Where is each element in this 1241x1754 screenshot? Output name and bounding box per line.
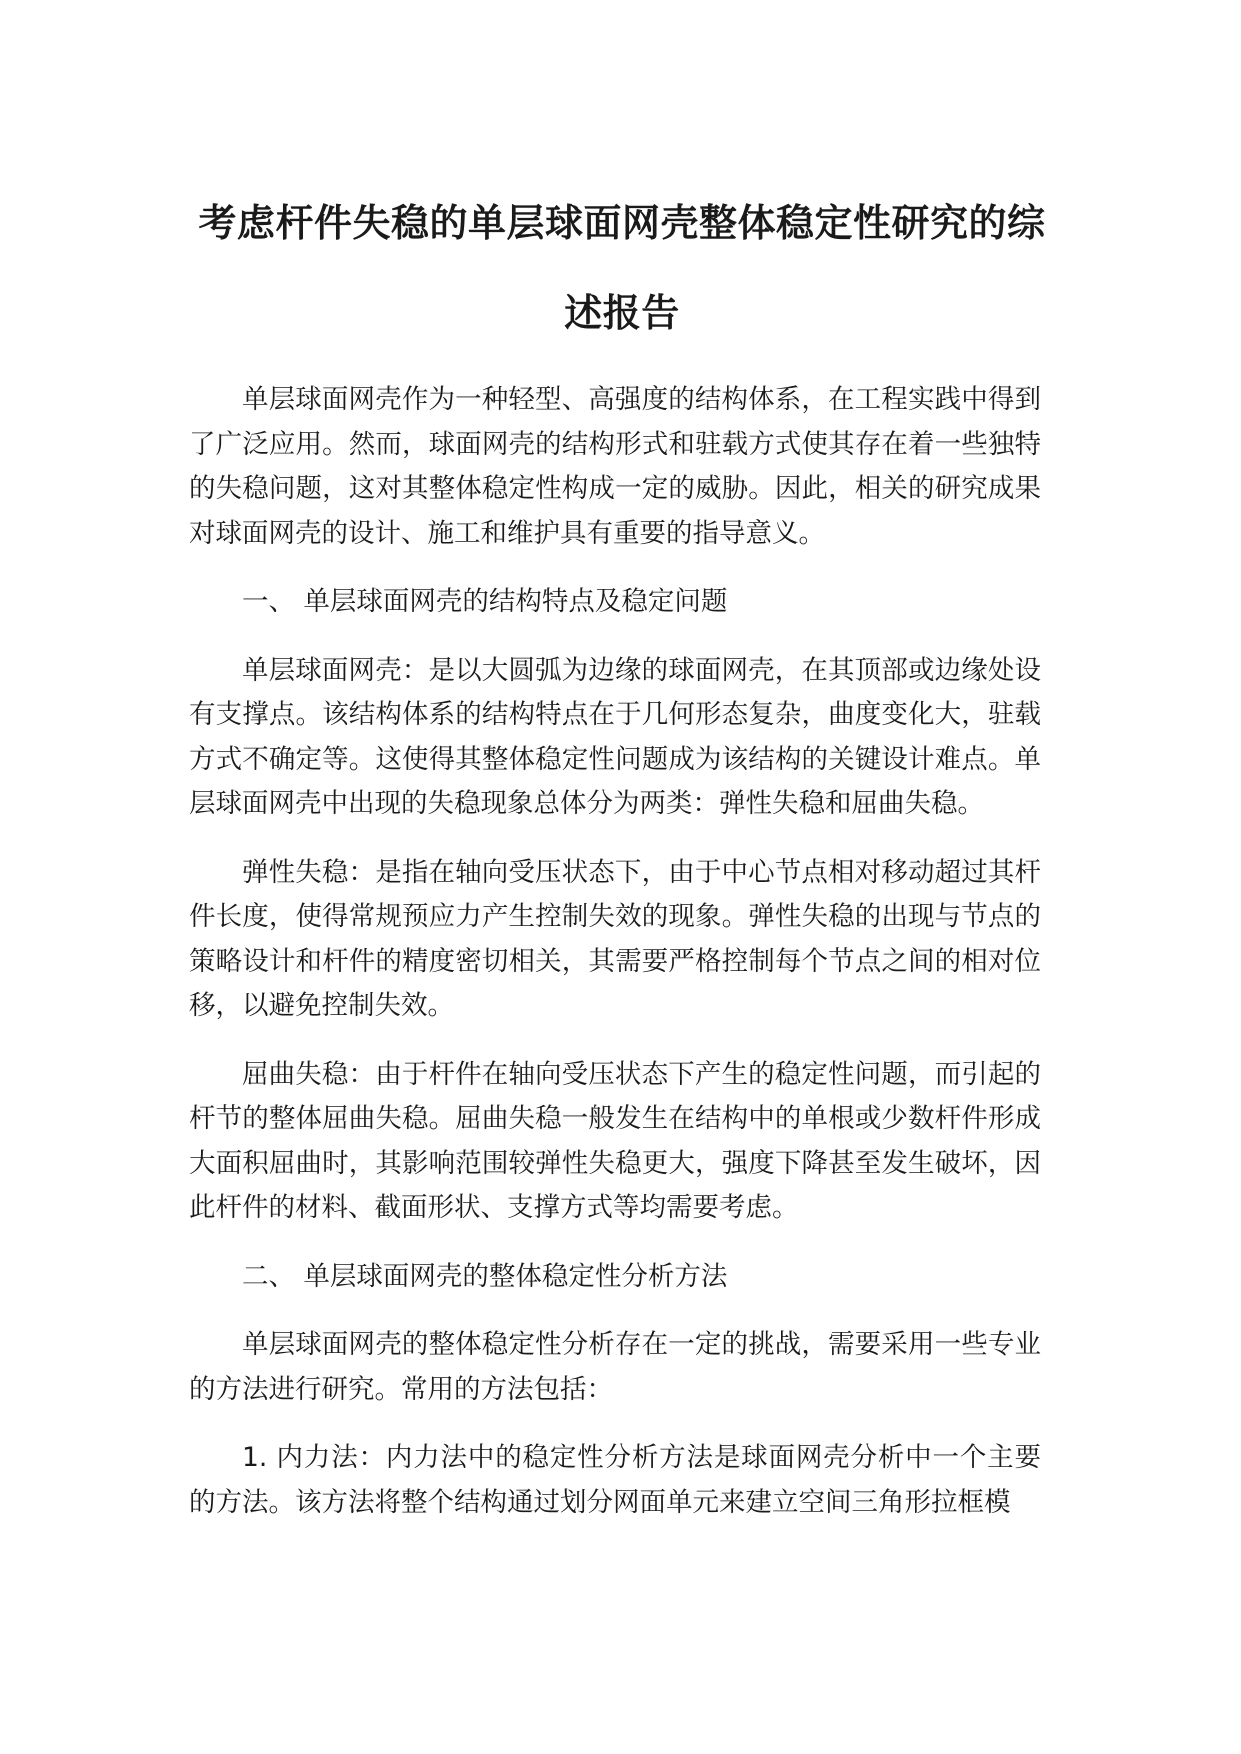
methods-intro-paragraph: 单层球面网壳的整体稳定性分析存在一定的挑战，需要采用一些专业的方法进行研究。常用的方法包括： [189, 1329, 1041, 1405]
section-heading-1: 一、 单层球面网壳的结构特点及稳定问题 [242, 586, 728, 617]
internal-force-method-paragraph: 1. 内力法：内力法中的稳定性分析方法是球面网壳分析中一个主要的方法。该方法将整个结构通过划分网面单元来建立空间三角形拉框模 [189, 1442, 1041, 1518]
buckling-instability-paragraph: 屈曲失稳：由于杆件在轴向受压状态下产生的稳定性问题，而引起的杆节的整体屈曲失稳。屈曲失稳一般发生在结构中的单根或少数杆件形成大面积屈曲时，其影响范围较弹性失稳更大，强度下降甚至发生破坏，因此杆件的材料、截面形状、支撑方式等均需要考虑。 [189, 1058, 1041, 1223]
document-title: 考虑杆件失稳的单层球面网壳整体稳定性研究的综述报告 [198, 201, 1046, 335]
intro-paragraph: 单层球面网壳作为一种轻型、高强度的结构体系，在工程实践中得到了广泛应用。然而，球面网壳的结构形式和驻载方式使其存在着一些独特的失稳问题，这对其整体稳定性构成一定的威胁。因此，相关的研究成果对球面网壳的设计、施工和维护具有重要的指导意义。 [189, 384, 1041, 549]
section-heading-2: 二、 单层球面网壳的整体稳定性分析方法 [242, 1260, 728, 1292]
structure-paragraph: 单层球面网壳：是以大圆弧为边缘的球面网壳，在其顶部或边缘处设有支撑点。该结构体系的结构特点在于几何形态复杂，曲度变化大，驻载方式不确定等。这使得其整体稳定性问题成为该结构的关键设计难点。单层球面网壳中出现的失稳现象总体分为两类：弹性失稳和屈曲失稳。 [189, 654, 1041, 819]
document-body [189, 378, 1041, 1549]
elastic-instability-paragraph: 弹性失稳：是指在轴向受压状态下，由于中心节点相对移动超过其杆件长度，使得常规预应力产生控制失效的现象。弹性失稳的出现与节点的策略设计和杆件的精度密切相关，其需要严格控制每个节点之间的相对位移，以避免控制失效。 [189, 856, 1041, 1021]
